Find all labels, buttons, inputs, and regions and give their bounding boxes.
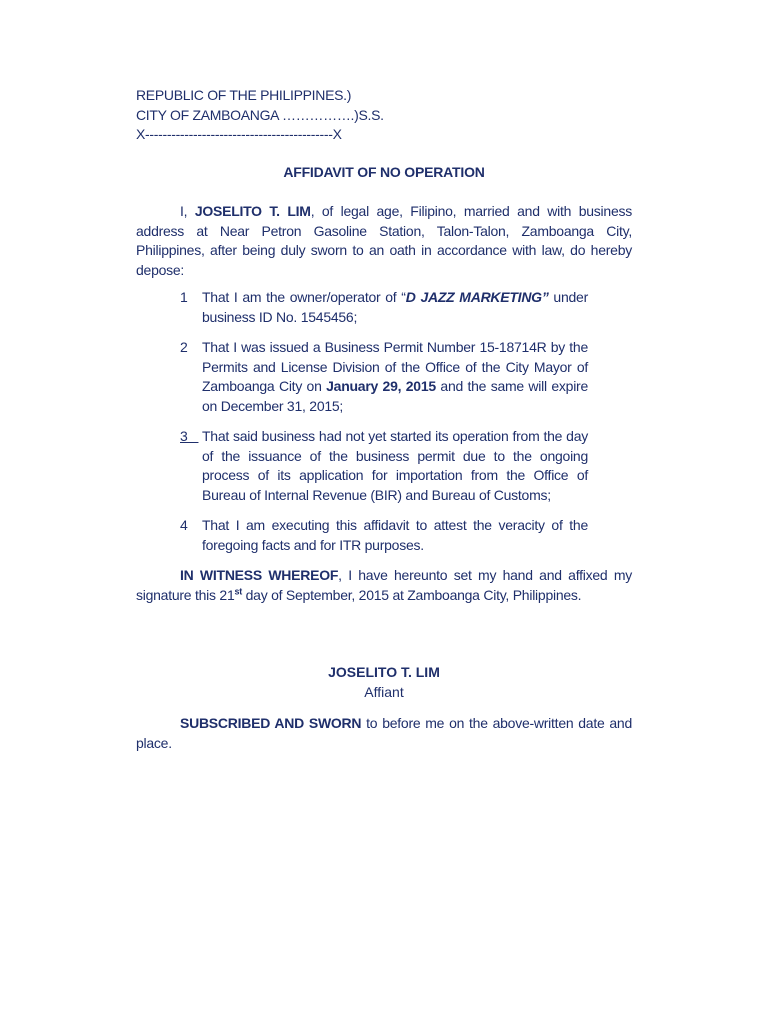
affidavit-document (136, 86, 632, 753)
item-text: That I am executing this affidavit to attest the veracity of the foregoing facts and for ITR purposes. (202, 517, 588, 553)
jurat-paragraph (136, 714, 632, 753)
item-number: 1 (180, 289, 188, 305)
item-number: 4 (180, 517, 188, 533)
jurat-lead: SUBSCRIBED AND SWORN (180, 715, 362, 731)
jurisdiction-line-republic: REPUBLIC OF THE PHILIPPINES.) (136, 87, 352, 103)
jurat-text: to before me on the above-written date and place. (136, 715, 632, 751)
item-text-post: under business ID No. 1545456; (202, 289, 588, 325)
witness-lead: IN WITNESS WHEREOF (180, 567, 339, 583)
item-text-pre: That I was issued a Business Permit Number 15-18714R by the Permits and License Division of the Office of the City Mayor of Zamboanga City on (202, 339, 588, 394)
list-item (180, 427, 588, 505)
list-item (180, 288, 588, 327)
jurisdiction-line-city: CITY OF ZAMBOANGA …………….)S.S. (136, 106, 384, 123)
witness-text: , I have hereunto set my hand and affixed my signature this 21 (136, 567, 632, 603)
list-item (180, 516, 588, 555)
permit-date: January 29, 2015 (326, 378, 436, 394)
item-text (202, 338, 588, 416)
signer-role: Affiant (364, 683, 404, 700)
intro-text: , of legal age, Filipino, married and with business address at Near Petron Gasoline Station, Talon-Talon, Zamboanga City, Philippines, after being duly sworn to an oath in accordance with law, do hereby depose: (136, 203, 632, 278)
intro-prefix: I, (180, 203, 195, 219)
item-number: 3 (180, 428, 199, 444)
signature-block (136, 663, 632, 702)
item-text-pre: That I am the owner/operator of “ (202, 289, 406, 305)
item-text (202, 288, 588, 327)
item-text: That said business had not yet started its operation from the day of the issuance of the business permit due to the ongoing process of its application for importation from the Office of Bureau of Internal Revenue (BIR) and Bureau of Customs; (202, 428, 588, 503)
item-number: 2 (180, 339, 188, 355)
document-title: AFFIDAVIT OF NO OPERATION (283, 163, 485, 180)
intro-paragraph (136, 202, 632, 280)
witness-text-end: day of September, 2015 at Zamboanga City, Philippines. (242, 586, 582, 603)
affiant-name: JOSELITO T. LIM (194, 203, 311, 219)
item-text-post: and the same will expire on December 31, 2015; (202, 378, 588, 414)
witness-paragraph (136, 566, 632, 605)
business-name: D JAZZ MARKETING” (405, 289, 549, 305)
list-item (180, 338, 588, 416)
signer-name: JOSELITO T. LIM (328, 664, 440, 680)
jurisdiction-separator: X-------------------------------------------X (136, 126, 342, 142)
ordinal-suffix: st (234, 585, 242, 596)
deposition-list (136, 288, 632, 555)
